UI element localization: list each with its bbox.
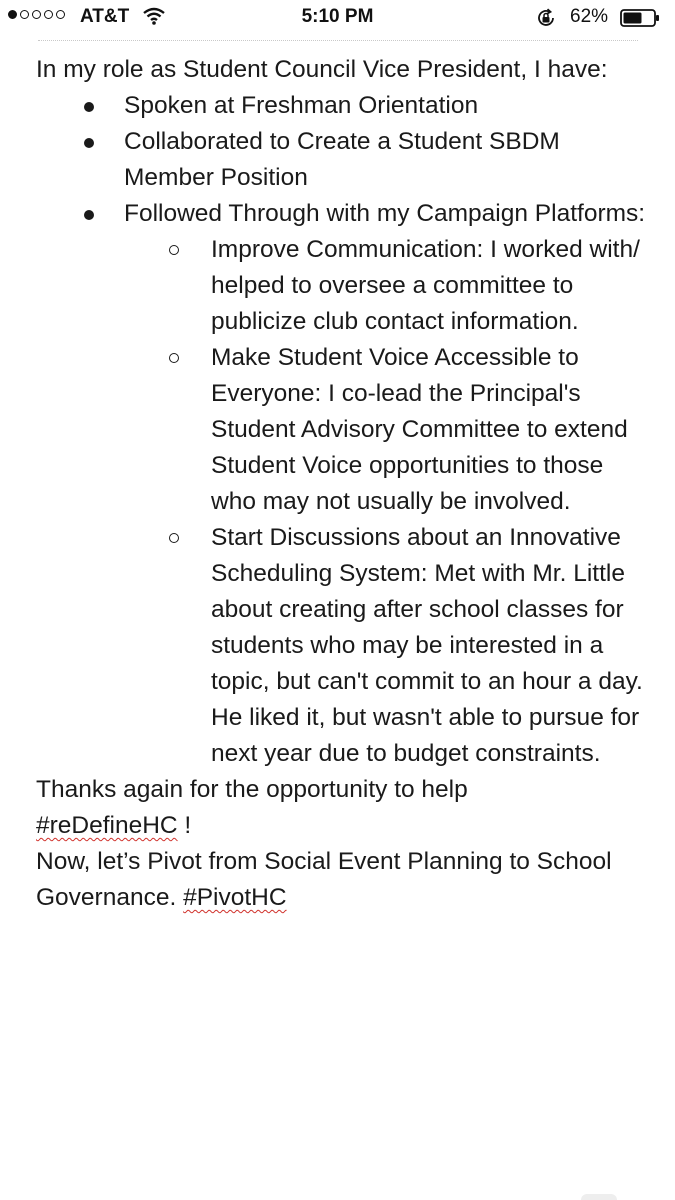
scroll-indicator [581, 1194, 617, 1200]
hashtag-pivothc[interactable]: #PivotHC [183, 884, 287, 911]
intro-paragraph: In my role as Student Council Vice President, I have: [36, 56, 608, 83]
note-document [36, 52, 646, 916]
sub-list-item: Start Discussions about an Innovative Scheduling System: Met with Mr. Little about creating after school classes for students who may be interested in a topic, but can't commit to an hour a day. He liked it, but wasn't able to pursue for next year due to budget constraints. [211, 520, 646, 772]
carrier-name: AT&T [80, 6, 130, 27]
accomplishments-list [36, 88, 646, 772]
campaign-platforms-list [124, 232, 646, 772]
list-item: Collaborated to Create a Student SBDM Member Position [124, 124, 646, 196]
status-bar [0, 0, 675, 36]
hollow-bullet-icon [169, 353, 179, 363]
pivot-paragraph: Now, let’s Pivot from Social Event Planning to School Governance. #PivotHC [36, 848, 612, 911]
bullet-icon [84, 210, 94, 220]
clock-time: 5:10 PM [301, 6, 374, 27]
dotted-divider [38, 40, 638, 41]
list-item: Spoken at Freshman Orientation [124, 88, 646, 124]
sub-list-item: Make Student Voice Accessible to Everyone: I co-lead the Principal's Student Advisory Committee to extend Student Voice opportunities to those who may not usually be involved. [211, 340, 646, 520]
hollow-bullet-icon [169, 245, 179, 255]
bullet-icon [84, 102, 94, 112]
battery-icon [620, 9, 660, 27]
hollow-bullet-icon [169, 533, 179, 543]
list-item: Followed Through with my Campaign Platforms: Improve Communication: I worked with/ helped to oversee a committee to publicize club contact information. Make Student Voice Accessible to Everyone: I co-lead the Principal's Student Advisory Committee to extend Student Voice opportunities to those who may not usually be involved. Start Discussions about an Innovative Scheduling System: Met with Mr. Little about creating after school classes for students who may be interested in a topic, but can't commit to an hour a day. He liked it, but wasn't able to pursue for next year due to budget constraints. [124, 196, 646, 772]
thanks-paragraph: Thanks again for the opportunity to help #reDefineHC ! [36, 776, 468, 839]
bullet-icon [84, 138, 94, 148]
battery-percentage: 62% [570, 6, 609, 27]
sub-list-item: Improve Communication: I worked with/ helped to oversee a committee to publicize club contact information. [211, 232, 646, 340]
orientation-lock-icon [535, 7, 557, 35]
hashtag-redefinehc[interactable]: #reDefineHC [36, 812, 178, 839]
